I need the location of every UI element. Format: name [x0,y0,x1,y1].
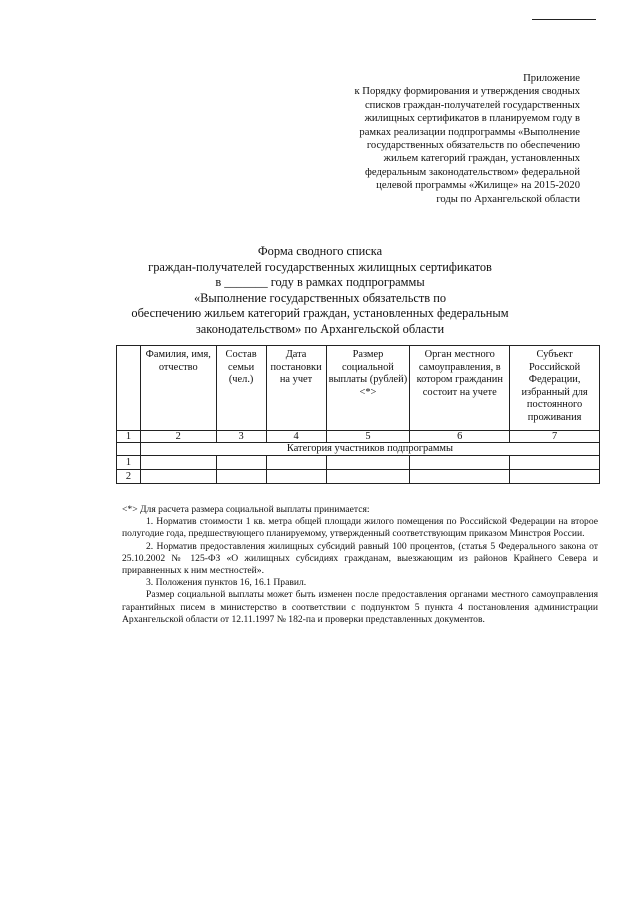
header-cell-authority: Орган местного самоуправления, в котором гражданин состоит на учете [410,346,510,431]
header-cell-region: Субъект Российской Федерации, избранный для постоянного проживания [510,346,600,431]
appendix-line: к Порядку формирования и утверждения сводных [354,86,580,98]
appendix-line: целевой программы «Жилище» на 2015-2020 [376,180,580,192]
table-cell [510,456,600,470]
table-cell [216,470,266,484]
column-number: 1 [117,431,141,443]
appendix-line: рамках реализации подпрограммы «Выполнение [359,126,580,138]
appendix-line: годы по Архангельской области [436,193,580,205]
title-line: обеспечению жильем категорий граждан, установленных федеральным [131,306,509,321]
appendix-block [300,72,580,206]
table-header-row [117,346,600,431]
appendix-line: Приложение [523,73,580,84]
category-row [117,443,600,456]
appendix-line: списков граждан-получателей государственных [364,99,580,111]
header-cell-index [117,346,141,431]
table-cell [266,456,326,470]
table-row [117,470,600,484]
table-row [117,456,600,470]
row-number: 2 [117,470,141,484]
column-number: 2 [140,431,216,443]
title-line: Форма сводного списка [257,244,383,258]
row-number: 1 [117,456,141,470]
category-label: Категория участников подпрограммы [140,443,599,456]
header-rule [532,19,596,20]
header-cell-date: Дата постановки на учет [266,346,326,431]
appendix-line: жилищных сертификатов в планируемом году в [364,113,580,125]
title-line: законодательством» по Архангельской области [195,321,445,336]
category-index-cell [117,443,141,456]
header-cell-family: Состав семьи (чел.) [216,346,266,431]
column-number-row [117,431,600,443]
table-cell [140,470,216,484]
appendix-line: государственных обязательств по обеспечению [366,140,580,152]
table-cell [326,470,410,484]
title-line: граждан-получателей государственных жилищных сертификатов [148,259,492,274]
table-cell [140,456,216,470]
form-title [100,244,540,338]
header-cell-payment: Размер социальной выплаты (рублей) <*> [326,346,410,431]
table-cell [326,456,410,470]
column-number: 4 [266,431,326,443]
table-cell [510,470,600,484]
table-cell [216,456,266,470]
column-number: 3 [216,431,266,443]
title-line: «Выполнение государственных обязательств по [193,290,447,305]
column-number: 5 [326,431,410,443]
footnote-item-2: 2. Норматив предоставления жилищных субсидий равный 100 процентов, (статья 5 Федерального закона от 25.10.2002 № 125-ФЗ «О жилищных субсидиях гражданам, выезжающим из районов Крайнего Севера и приравненных к ним местностей». [122,540,598,577]
title-line: в _______ году в рамках подпрограммы [215,275,425,290]
header-cell-name: Фамилия, имя, отчество [140,346,216,431]
table-cell [410,456,510,470]
footnotes [122,504,598,626]
footnote-item-3: 3. Положения пунктов 16, 16.1 Правил. [146,577,307,589]
footnote-final: Размер социальной выплаты может быть изменен после предоставления органами местного самоуправления гарантийных писем в министерство в соответствии с подпунктом 5 пункта 4 постановления администрации Архангельской области от 12.11.1997 № 182-па и проверки представленных документов. [122,589,598,625]
appendix-line: федеральным законодательством» федеральной [365,166,580,178]
recipients-table [116,345,600,484]
table-cell [410,470,510,484]
footnote-intro: <*> Для расчета размера социальной выплаты принимается: [122,504,370,515]
footnote-item-1: 1. Норматив стоимости 1 кв. метра общей площади жилого помещения по Российской Федерации на второе полугодие года, предшествующего планируемому, утвержденный соответствующим приказом Минстроя России. [122,516,598,540]
table-cell [266,470,326,484]
column-number: 7 [510,431,600,443]
appendix-line: жильем категорий граждан, установленных [383,153,580,165]
column-number: 6 [410,431,510,443]
